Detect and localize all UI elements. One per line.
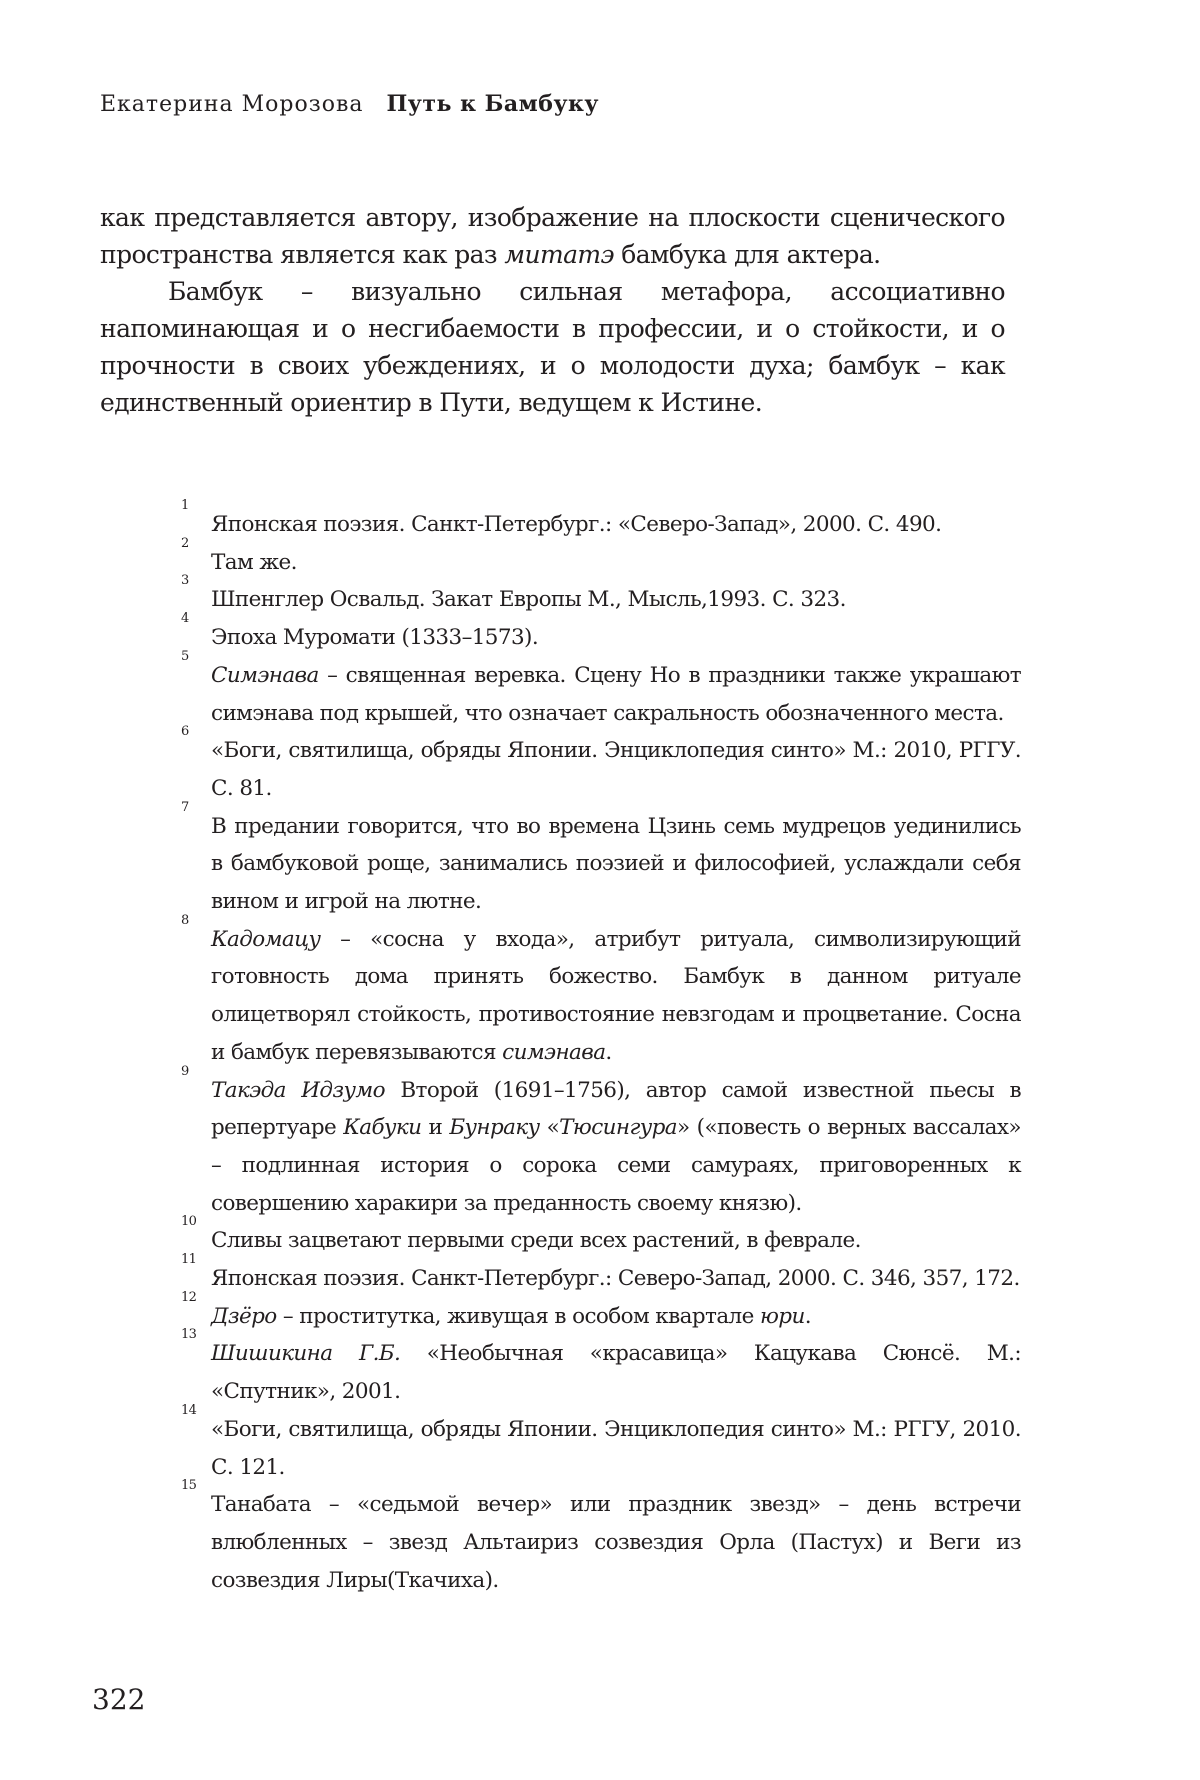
footnote-text [211,663,1021,726]
footnote-text-run: – «сосна у входа», атрибут ритуала, символизирующий готовность дома принять божество. Бамбук в данном ритуале олицетворял стойкость, противостояние невзгодам и процветание. Сосна и бамбук перевязываются [211,927,1021,1065]
footnote-text [211,1078,1021,1216]
footnote-text-run: « [540,1115,560,1140]
footnote-number: 11 [181,1253,196,1266]
footnote-number: 10 [181,1215,196,1228]
footnote-text [211,550,297,575]
footnote-4 [181,619,1021,657]
footnote-text [211,814,1021,914]
footnote-text-run: «Необычная «красавица» Кацукава Сюнсё. М.: «Спутник», 2001. [211,1341,1021,1404]
footnote-text [211,1266,1020,1291]
footnote-text [211,1417,1021,1480]
footnote-text [211,512,941,537]
footnote-text-run: – священная веревка. Сцену Но в праздники также украшают симэнава под крышей, что означает сакральность обозначенного места. [211,663,1021,726]
footnote-number: 15 [181,1479,196,1492]
footnote-number: 14 [181,1404,196,1417]
footnote-number: 2 [181,537,189,550]
footnote-9 [181,1072,1021,1223]
paragraph-1-text-start: как представляется автору, изображение на плоскости сценического пространства является как раз [100,203,1005,269]
footnote-text-run: . [805,1304,811,1329]
footnote-8 [181,921,1021,1072]
footnote-text-run: Японская поэзия. Санкт-Петербург.: Северо-Запад, 2000. С. 346, 357, 172. [211,1266,1020,1291]
body-text [100,199,1005,421]
footnote-6 [181,732,1021,807]
footnote-text-run: – проститутка, живущая в особом квартале [277,1304,760,1329]
footnote-italic-term: Кадомацу [211,927,320,952]
footnote-text [211,1228,861,1253]
footnote-number: 12 [181,1291,196,1304]
footnote-text [211,927,1021,1065]
footnote-5 [181,657,1021,732]
footnote-italic-term: симэнава [502,1040,605,1065]
footnote-text [211,1304,811,1329]
footnote-text-run: » («повесть о верных вассалах» – подлинная история о сорока семи самураях, приговоренных к совершению харакири за преданность своему князю). [211,1115,1021,1215]
footnote-2 [181,544,1021,582]
footnote-number: 1 [181,499,189,512]
running-head-author: Екатерина Морозова [100,92,363,117]
running-head-book-title: Путь к Бамбуку [386,91,599,117]
footnote-italic-term: Шишикина Г.Б. [211,1341,400,1366]
footnote-text-run: Японская поэзия. Санкт-Петербург.: «Северо-Запад», 2000. С. 490. [211,512,941,537]
footnote-11 [181,1260,1021,1298]
footnote-1 [181,506,1021,544]
paragraph-1 [100,199,1005,273]
footnote-15 [181,1486,1021,1599]
footnote-number: 9 [181,1065,189,1078]
footnote-10 [181,1222,1021,1260]
footnote-text [211,738,1021,801]
footnote-13 [181,1335,1021,1410]
footnote-text [211,1492,1021,1592]
footnote-italic-term: Тюсингура [559,1115,677,1140]
paragraph-1-text-end: бамбука для актера. [614,240,881,269]
footnote-7 [181,808,1021,921]
footnote-italic-term: Такэда Идзумо [211,1078,385,1103]
footnote-3 [181,581,1021,619]
running-head [100,91,599,117]
footnote-number: 5 [181,650,189,663]
footnote-text-run: Эпоха Муромати (1333–1573). [211,625,538,650]
footnote-italic-term: Кабуки [343,1115,421,1140]
footnote-14 [181,1411,1021,1486]
footnote-text-run: Танабата – «седьмой вечер» или праздник звезд» – день встречи влюбленных – звезд Альтаириз созвездия Орла (Пастух) и Веги из созвездия Лиры(Ткачиха). [211,1492,1021,1592]
footnote-italic-term: юри [760,1304,805,1329]
footnote-text-run: Сливы зацветают первыми среди всех растений, в феврале. [211,1228,861,1253]
footnote-italic-term: Дзёро [211,1304,277,1329]
footnote-text [211,625,538,650]
footnote-number: 13 [181,1328,196,1341]
footnote-text-run: Там же. [211,550,297,575]
paragraph-1-term-mitate: митатэ [504,240,614,269]
footnote-number: 7 [181,801,189,814]
footnote-12 [181,1298,1021,1336]
footnote-text-run: «Боги, святилища, обряды Японии. Энциклопедия синто» М.: 2010, РГГУ. С. 81. [211,738,1021,801]
footnote-italic-term: Бунраку [449,1115,539,1140]
footnote-text-run: Второй (1691–1756), автор самой известной пьесы в репертуаре [211,1078,1021,1141]
footnote-text-run: В предании говорится, что во времена Цзинь семь мудрецов уединились в бамбуковой роще, занимались поэзией и философией, услаждали себя вином и игрой на лютне. [211,814,1021,914]
footnote-text-run: Шпенглер Освальд. Закат Европы М., Мысль,1993. С. 323. [211,587,846,612]
footnote-text [211,1341,1021,1404]
footnote-text-run: . [605,1040,611,1065]
footnote-number: 8 [181,914,189,927]
footnote-number: 4 [181,612,189,625]
footnote-number: 3 [181,574,189,587]
footnote-text [211,587,846,612]
footnote-number: 6 [181,725,189,738]
footnote-italic-term: Симэнава [211,663,319,688]
footnote-text-run: и [421,1115,449,1140]
page-number: 322 [92,1683,145,1716]
footnote-text-run: «Боги, святилища, обряды Японии. Энциклопедия синто» М.: РГГУ, 2010. С. 121. [211,1417,1021,1480]
paragraph-2: Бамбук – визуально сильная метафора, ассоциативно напоминающая и о несгибаемости в профессии, и о стойкости, и о прочности в своих убеждениях, и о молодости духа; бамбук – как единственный ориентир в Пути, ведущем к Истине. [100,273,1005,421]
footnotes [181,506,1021,1599]
